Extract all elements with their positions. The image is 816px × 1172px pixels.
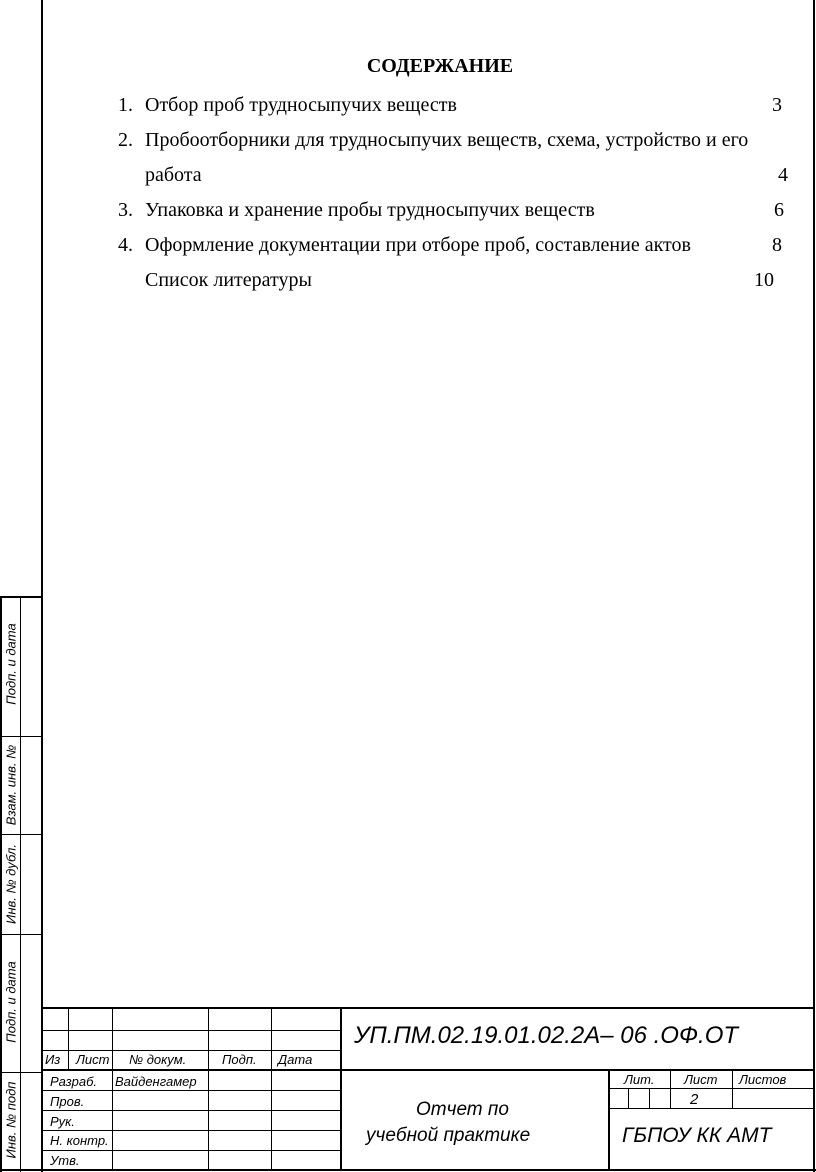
stamp-vline	[608, 1070, 610, 1170]
column-header-iz: Из	[45, 1052, 61, 1067]
toc-bibliography-page: 10	[754, 269, 774, 291]
toc-title: СОДЕРЖАНИЕ	[366, 55, 514, 77]
toc-item-number: 1.	[118, 94, 133, 116]
role-approved: Утв.	[50, 1153, 80, 1168]
stamp-vline	[732, 1070, 733, 1108]
toc-item-page: 6	[774, 199, 784, 221]
frame-bottom-line	[0, 1169, 816, 1171]
report-title-line-1: Отчет по	[416, 1099, 509, 1120]
toc-list	[118, 88, 788, 298]
side-strip-left-line	[0, 597, 2, 1172]
organization-name: ГБПОУ КК АМТ	[622, 1124, 772, 1147]
column-header-doc-number: № докум.	[129, 1052, 187, 1067]
toc-bibliography-text: Список литературы	[145, 269, 312, 291]
side-strip-divider	[20, 597, 21, 1172]
toc-item-number: 4.	[118, 234, 133, 256]
stamp-vline	[112, 1008, 113, 1170]
sheet-number: 2	[690, 1091, 699, 1108]
toc-item-text: Отбор проб трудносыпучих веществ	[145, 94, 457, 116]
side-strip-sep-3	[0, 934, 43, 935]
toc-item-text: Оформление документации при отборе проб, составление актов	[145, 234, 691, 256]
side-label-inv-dubl: Инв. № дубл.	[3, 844, 19, 924]
toc-item	[118, 123, 788, 158]
toc-item-number: 2.	[118, 129, 133, 151]
toc-item-text: Упаковка и хранение пробы трудносыпучих веществ	[145, 199, 595, 221]
stamp-hline	[41, 1030, 341, 1031]
stamp-vline	[340, 1008, 342, 1170]
stamp-top-line	[41, 1007, 815, 1009]
role-checked: Пров.	[50, 1094, 85, 1109]
toc-item	[118, 193, 788, 228]
stamp-hline	[41, 1090, 341, 1091]
sheets-label: Листов	[739, 1072, 787, 1087]
toc-item-page: 8	[772, 234, 782, 256]
toc-item-text-continuation: работа	[145, 164, 202, 186]
document-code: УП.ПМ.02.19.01.02.2А– 06 .ОФ.ОТ	[354, 1022, 739, 1049]
report-title-line-2: учебной практике	[366, 1125, 531, 1146]
stamp-hline	[41, 1050, 341, 1051]
toc-item-text: Пробоотборники для трудносыпучих веществ, схема, устройство и его	[145, 129, 749, 151]
stamp-vline	[271, 1008, 272, 1170]
side-label-inv-podl: Инв. № подп	[3, 1081, 19, 1159]
side-strip-top	[0, 596, 43, 598]
frame-left-line	[41, 0, 43, 1172]
column-header-date: Дата	[278, 1052, 313, 1067]
toc-item-page: 3	[772, 94, 782, 116]
role-norm-control: Н. контр.	[50, 1133, 109, 1148]
stamp-hline	[608, 1088, 815, 1089]
toc-item-number: 3.	[118, 199, 133, 221]
column-header-list: Лист	[76, 1052, 110, 1067]
side-label-podp-data-top: Подп. и дата	[3, 623, 19, 705]
stamp-vline	[670, 1070, 671, 1108]
stamp-vline	[628, 1088, 629, 1108]
side-strip-sep-2	[0, 834, 43, 835]
toc-item-continuation	[118, 158, 788, 193]
role-developer: Разраб.	[50, 1074, 98, 1089]
toc-bibliography	[118, 263, 788, 298]
stamp-hline	[41, 1150, 341, 1151]
side-strip-sep-4	[0, 1072, 43, 1073]
stamp-vline	[68, 1008, 69, 1070]
frame-right-line	[813, 0, 815, 1172]
stamp-hline	[41, 1110, 341, 1111]
stamp-hline	[41, 1130, 341, 1131]
column-header-signature: Подп.	[222, 1052, 257, 1067]
stamp-hline-main	[41, 1069, 815, 1071]
stamp-vline	[208, 1008, 209, 1170]
side-label-podp-data-bottom: Подп. и дата	[3, 961, 19, 1043]
role-supervisor: Рук.	[50, 1114, 75, 1129]
toc-item	[118, 88, 788, 123]
lit-label: Лит.	[624, 1072, 655, 1087]
stamp-hline	[608, 1108, 815, 1109]
developer-name: Вайденгамер	[115, 1074, 197, 1089]
side-label-vzam-inv: Взам. инв. №	[3, 744, 19, 826]
toc-item	[118, 228, 788, 263]
toc-item-page: 4	[778, 164, 788, 186]
side-strip-sep-1	[0, 736, 43, 737]
stamp-vline	[649, 1088, 650, 1108]
sheet-label: Лист	[684, 1072, 718, 1087]
